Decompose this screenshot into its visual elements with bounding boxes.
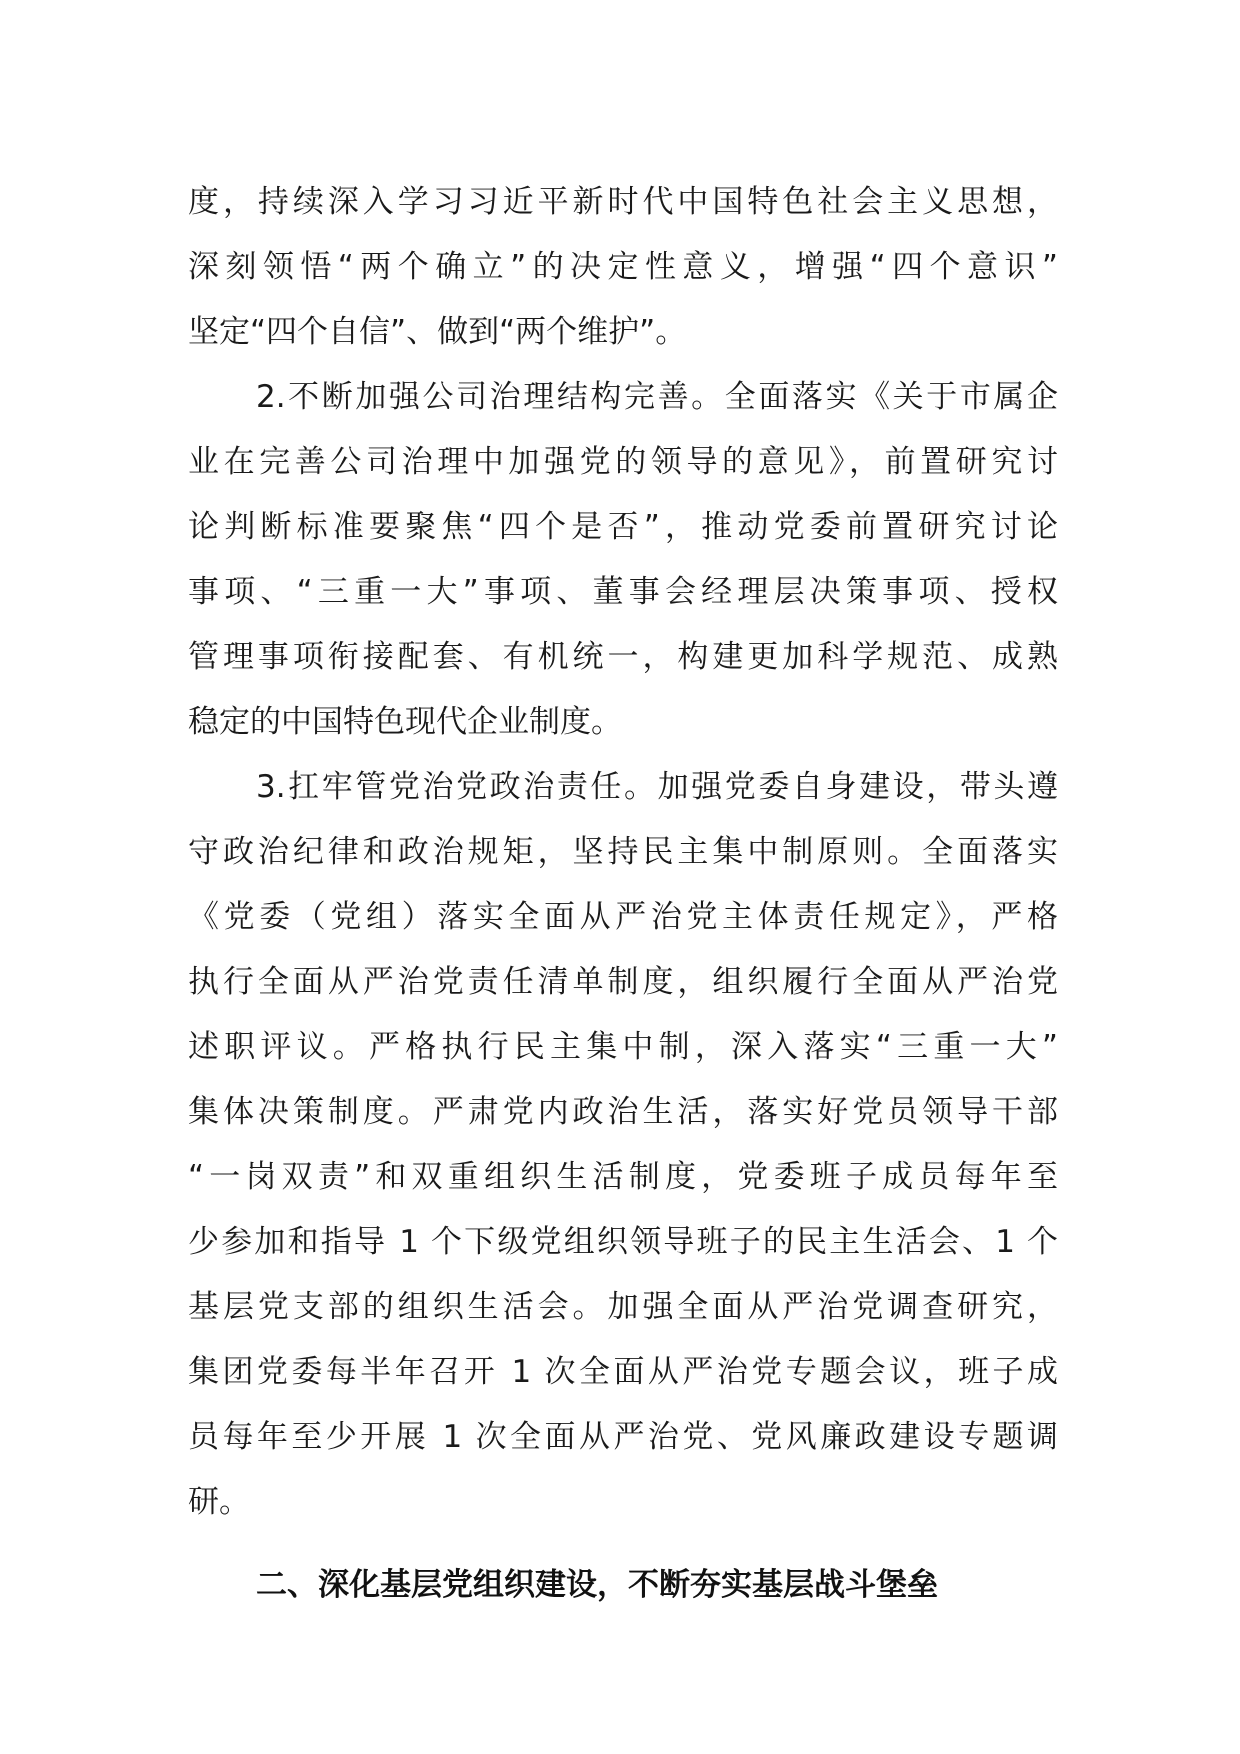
text-line: 3.扛牢管党治党政治责任。加强党委自身建设，带头遵 [256, 769, 1058, 805]
text-line: 2.不断加强公司治理结构完善。全面落实《关于市属企 [256, 379, 1058, 415]
text-line: 集体决策制度。严肃党内政治生活，落实好党员领导干部 [188, 1094, 1058, 1130]
text-line: 稳定的中国特色现代企业制度。 [188, 704, 622, 740]
section-heading: 二、深化基层党组织建设，不断夯实基层战斗堡垒 [256, 1567, 938, 1603]
text-line: 深刻领悟“两个确立”的决定性意义，增强“四个意识” [188, 249, 1058, 285]
text-line: 《党委（党组）落实全面从严治党主体责任规定》，严格 [188, 899, 1058, 935]
text-line: 坚定“四个自信”、做到“两个维护”。 [188, 314, 687, 350]
text-line: 员每年至少开展 1 次全面从严治党、党风廉政建设专题调 [188, 1419, 1058, 1455]
text-line: 执行全面从严治党责任清单制度，组织履行全面从严治党 [188, 964, 1058, 1000]
text-line: 守政治纪律和政治规矩，坚持民主集中制原则。全面落实 [188, 834, 1058, 870]
text-line: 事项、“三重一大”事项、董事会经理层决策事项、授权 [188, 574, 1058, 610]
text-line: 度，持续深入学习习近平新时代中国特色社会主义思想， [188, 184, 1058, 220]
text-line: 论判断标准要聚焦“四个是否”，推动党委前置研究讨论 [188, 509, 1058, 545]
text-line: 基层党支部的组织生活会。加强全面从严治党调查研究， [188, 1289, 1058, 1325]
text-line: 研。 [188, 1484, 250, 1520]
text-line: 管理事项衔接配套、有机统一，构建更加科学规范、成熟 [188, 639, 1058, 675]
text-line: “一岗双责”和双重组织生活制度，党委班子成员每年至 [188, 1159, 1058, 1195]
text-line: 述职评议。严格执行民主集中制，深入落实“三重一大” [188, 1029, 1058, 1065]
body-text [188, 170, 1058, 1535]
text-line: 少参加和指导 1 个下级党组织领导班子的民主生活会、1 个 [188, 1224, 1058, 1260]
text-line: 集团党委每半年召开 1 次全面从严治党专题会议，班子成 [188, 1354, 1058, 1390]
text-line: 业在完善公司治理中加强党的领导的意见》，前置研究讨 [188, 444, 1058, 480]
